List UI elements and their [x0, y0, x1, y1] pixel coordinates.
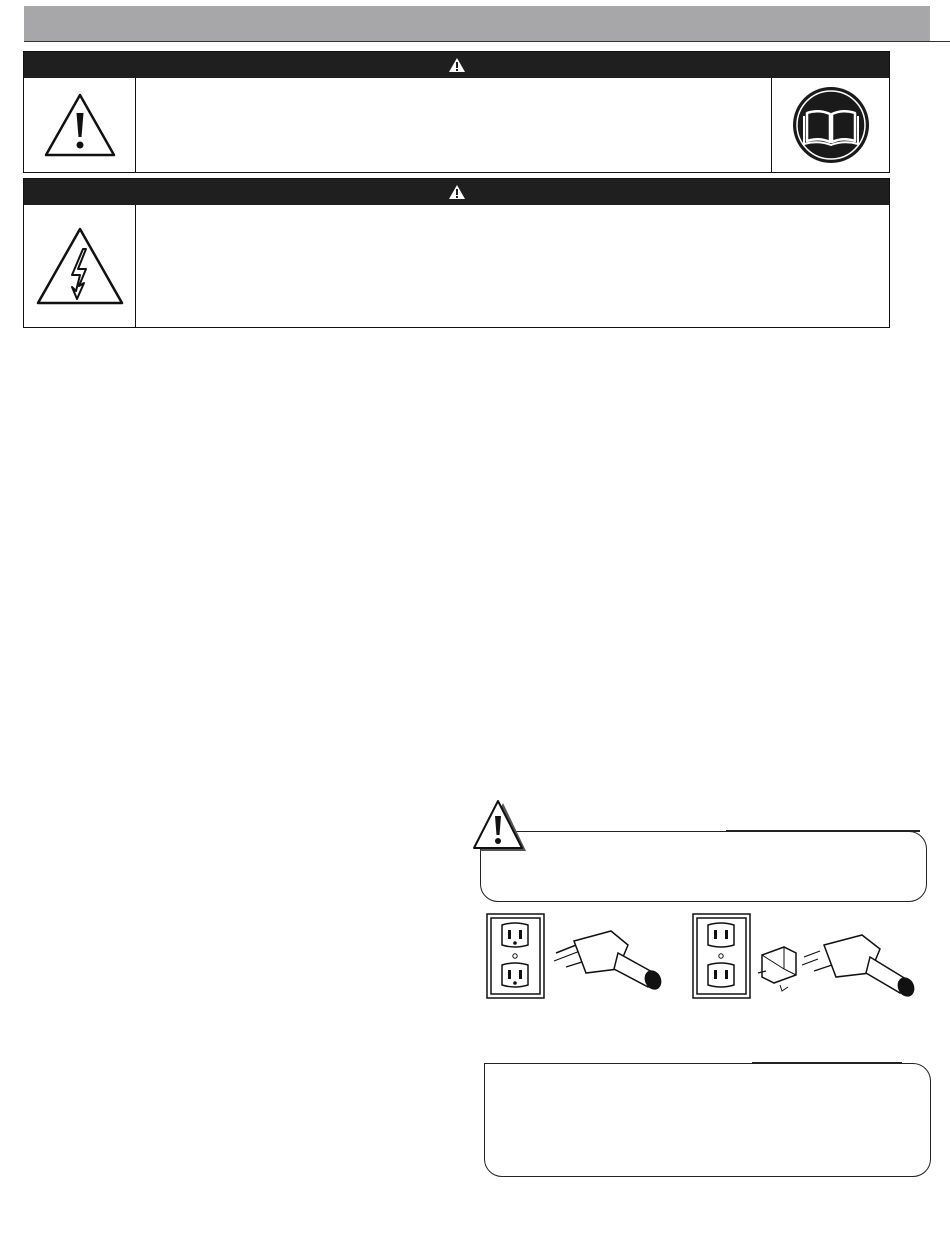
grounded-outlet-plug-icon	[486, 913, 672, 999]
callout-box-grounding	[480, 831, 927, 902]
warning-icon-cell	[24, 78, 136, 172]
warning-triangle-icon	[448, 184, 466, 200]
warning-header	[24, 179, 889, 205]
warning-box-general	[23, 51, 890, 173]
callout-box-extension	[484, 1063, 931, 1177]
warning-box-electrical	[23, 178, 890, 328]
section-header-bar	[24, 6, 930, 41]
read-manual-book-icon	[791, 85, 871, 165]
shock-icon-cell	[24, 205, 136, 327]
outlet-adapter-plug-icon	[692, 913, 924, 1013]
exclamation-triangle-icon	[42, 91, 118, 159]
warning-header	[24, 52, 889, 78]
electric-shock-triangle-icon	[34, 225, 126, 307]
exclamation-triangle-icon	[470, 798, 530, 856]
warning-triangle-icon	[448, 57, 466, 73]
manual-icon-cell	[771, 78, 889, 172]
warning-text-area	[136, 205, 889, 327]
header-rule	[24, 41, 950, 42]
warning-text-area	[136, 78, 771, 172]
